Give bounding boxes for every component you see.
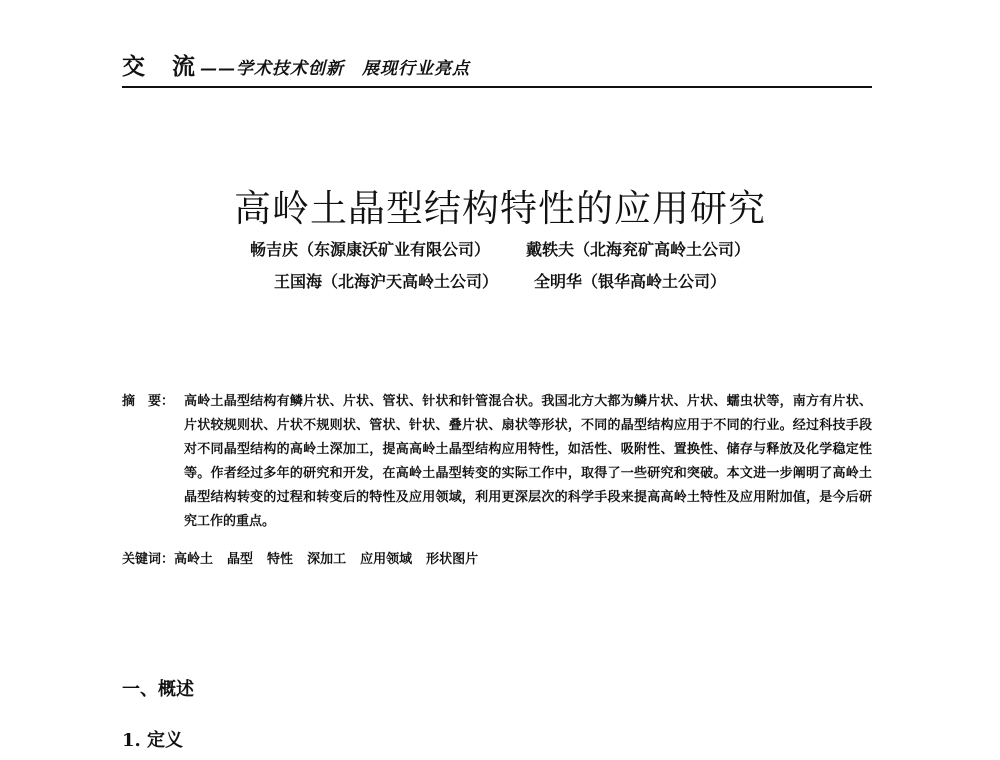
author-quan-minghua: 全明华（银华高岭土公司） — [534, 272, 727, 291]
abstract-label: 摘 要： — [122, 394, 175, 409]
section-heading-overview: 一、概述 — [122, 679, 194, 700]
keyword: 晶型 — [227, 552, 254, 567]
header-tagline: ——学术技术创新 展现行业亮点 — [200, 59, 470, 79]
article-title: 高岭土晶型结构特性的应用研究 — [234, 187, 766, 230]
keyword: 特性 — [267, 552, 294, 567]
keywords-label: 关键词： — [122, 552, 175, 567]
keywords — [122, 548, 872, 572]
keyword: 形状图片 — [426, 552, 479, 567]
running-header — [122, 52, 872, 88]
keyword: 深加工 — [307, 552, 347, 567]
subsection-heading-definition: 1. 定义 — [122, 730, 184, 751]
author-line-1 — [0, 239, 1000, 261]
abstract-text: 高岭土晶型结构有鳞片状、片状、管状、针状和针管混合状。我国北方大都为鳞片状、片状、蠕虫状等，南方有片状、片状较规则状、片状不规则状、管状、针状、叠片状、扇状等形状，不同的晶型结构应用于不同的行业。经过科技手段对不同晶型结构的高岭土深加工，提高高岭土晶型结构应用特性，如活性、吸附性、置换性、储存与释放及化学稳定性等。作者经过多年的研究和开发，在高岭土晶型转变的实际工作中，取得了一些研究和突破。本文进一步阐明了高岭土晶型结构转变的过程和转变后的特性及应用领域，利用更深层次的科学手段来提高高岭土特性及应用附加值，是今后研究工作的重点。 — [184, 394, 872, 529]
keyword: 应用领域 — [360, 552, 413, 567]
author-chang-jiqing: 畅吉庆（东源康沃矿业有限公司） — [249, 240, 490, 259]
header-char-liu: 流 — [172, 53, 195, 80]
abstract — [122, 390, 872, 534]
author-wang-guohai: 王国海（北海沪天高岭土公司） — [273, 272, 498, 291]
author-line-2 — [0, 271, 1000, 293]
header-char-jiao: 交 — [122, 53, 145, 80]
keyword: 高岭土 — [174, 552, 214, 567]
author-dai-yifu: 戴轶夫（北海兖矿高岭土公司） — [526, 240, 751, 259]
